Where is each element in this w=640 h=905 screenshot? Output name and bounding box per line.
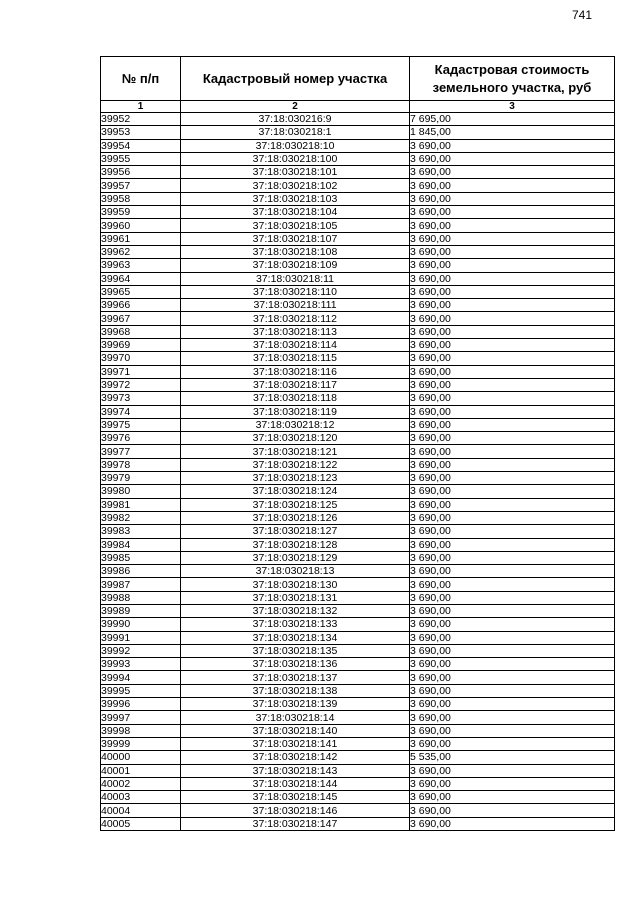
row-number: 40005 — [101, 817, 181, 830]
cadastral-value: 3 690,00 — [410, 804, 615, 817]
cadastral-value: 3 690,00 — [410, 538, 615, 551]
header-cadastral-value-line1: Кадастровая стоимость — [434, 61, 590, 77]
row-number: 39954 — [101, 139, 181, 152]
cadastral-value: 3 690,00 — [410, 219, 615, 232]
cadastral-value: 3 690,00 — [410, 179, 615, 192]
cadastral-value: 3 690,00 — [410, 405, 615, 418]
table-row — [101, 126, 615, 139]
row-number: 39965 — [101, 285, 181, 298]
cadastral-number: 37:18:030218:1 — [181, 126, 410, 139]
table-row — [101, 139, 615, 152]
cadastral-value: 3 690,00 — [410, 432, 615, 445]
row-number: 39997 — [101, 711, 181, 724]
cadastral-value: 3 690,00 — [410, 644, 615, 657]
row-number: 39989 — [101, 604, 181, 617]
table-row — [101, 418, 615, 431]
row-number: 39981 — [101, 498, 181, 511]
table-body — [101, 113, 615, 831]
row-number: 39959 — [101, 206, 181, 219]
row-number: 39990 — [101, 618, 181, 631]
table-row — [101, 192, 615, 205]
row-number: 39985 — [101, 551, 181, 564]
cadastral-value: 7 695,00 — [410, 113, 615, 126]
cadastral-number: 37:18:030218:111 — [181, 299, 410, 312]
cadastral-value: 3 690,00 — [410, 698, 615, 711]
table-row — [101, 711, 615, 724]
row-number: 39952 — [101, 113, 181, 126]
row-number: 39970 — [101, 352, 181, 365]
cadastral-value: 3 690,00 — [410, 272, 615, 285]
header-cadastral-number: Кадастровый номер участка — [181, 57, 410, 101]
row-number: 39973 — [101, 392, 181, 405]
table-row — [101, 166, 615, 179]
cadastral-number: 37:18:030218:142 — [181, 751, 410, 764]
table-row — [101, 179, 615, 192]
table-row — [101, 804, 615, 817]
column-number: 1 — [101, 101, 181, 113]
table-row — [101, 724, 615, 737]
cadastral-number: 37:18:030218:143 — [181, 764, 410, 777]
cadastral-number: 37:18:030218:140 — [181, 724, 410, 737]
row-number: 39993 — [101, 658, 181, 671]
row-number: 39979 — [101, 472, 181, 485]
cadastral-value: 3 690,00 — [410, 817, 615, 830]
cadastral-number: 37:18:030218:137 — [181, 671, 410, 684]
row-number: 39956 — [101, 166, 181, 179]
cadastral-number: 37:18:030218:101 — [181, 166, 410, 179]
cadastral-value: 3 690,00 — [410, 671, 615, 684]
cadastral-number: 37:18:030218:119 — [181, 405, 410, 418]
table-row — [101, 432, 615, 445]
cadastral-value: 3 690,00 — [410, 192, 615, 205]
row-number: 39978 — [101, 458, 181, 471]
table-row — [101, 565, 615, 578]
cadastral-value: 3 690,00 — [410, 604, 615, 617]
row-number: 39974 — [101, 405, 181, 418]
row-number: 39986 — [101, 565, 181, 578]
cadastral-value: 3 690,00 — [410, 511, 615, 524]
row-number: 39967 — [101, 312, 181, 325]
header-row — [101, 57, 615, 101]
cadastral-number: 37:18:030218:103 — [181, 192, 410, 205]
cadastral-value: 3 690,00 — [410, 325, 615, 338]
row-number: 39977 — [101, 445, 181, 458]
cadastral-number: 37:18:030218:141 — [181, 737, 410, 750]
cadastral-value: 3 690,00 — [410, 737, 615, 750]
row-number: 39988 — [101, 591, 181, 604]
table-row — [101, 365, 615, 378]
row-number: 39999 — [101, 737, 181, 750]
row-number: 39969 — [101, 339, 181, 352]
cadastral-value: 3 690,00 — [410, 139, 615, 152]
cadastral-value: 3 690,00 — [410, 365, 615, 378]
table-row — [101, 644, 615, 657]
cadastral-value-table — [100, 56, 615, 831]
page-number: 741 — [572, 8, 593, 22]
table-row — [101, 232, 615, 245]
cadastral-value: 3 690,00 — [410, 498, 615, 511]
cadastral-value: 3 690,00 — [410, 418, 615, 431]
cadastral-value: 3 690,00 — [410, 791, 615, 804]
cadastral-number: 37:18:030218:117 — [181, 378, 410, 391]
table-row — [101, 339, 615, 352]
cadastral-number: 37:18:030218:116 — [181, 365, 410, 378]
table-row — [101, 698, 615, 711]
cadastral-value: 3 690,00 — [410, 658, 615, 671]
cadastral-number: 37:18:030218:13 — [181, 565, 410, 578]
cadastral-value: 3 690,00 — [410, 285, 615, 298]
table-row — [101, 511, 615, 524]
cadastral-number: 37:18:030218:136 — [181, 658, 410, 671]
cadastral-number: 37:18:030218:121 — [181, 445, 410, 458]
row-number: 39953 — [101, 126, 181, 139]
table-row — [101, 751, 615, 764]
cadastral-value: 3 690,00 — [410, 352, 615, 365]
cadastral-value: 3 690,00 — [410, 206, 615, 219]
cadastral-number: 37:18:030218:147 — [181, 817, 410, 830]
table-row — [101, 631, 615, 644]
cadastral-number: 37:18:030218:133 — [181, 618, 410, 631]
table-row — [101, 737, 615, 750]
row-number: 39980 — [101, 485, 181, 498]
cadastral-number: 37:18:030218:12 — [181, 418, 410, 431]
row-number: 39961 — [101, 232, 181, 245]
cadastral-number: 37:18:030218:104 — [181, 206, 410, 219]
cadastral-value: 3 690,00 — [410, 458, 615, 471]
row-number: 39996 — [101, 698, 181, 711]
cadastral-value: 3 690,00 — [410, 166, 615, 179]
cadastral-number: 37:18:030218:114 — [181, 339, 410, 352]
cadastral-number: 37:18:030218:100 — [181, 152, 410, 165]
cadastral-number: 37:18:030218:113 — [181, 325, 410, 338]
cadastral-value: 3 690,00 — [410, 339, 615, 352]
row-number: 39971 — [101, 365, 181, 378]
table-row — [101, 591, 615, 604]
table-row — [101, 352, 615, 365]
cadastral-value: 3 690,00 — [410, 711, 615, 724]
table-row — [101, 658, 615, 671]
cadastral-value: 5 535,00 — [410, 751, 615, 764]
cadastral-number: 37:18:030218:112 — [181, 312, 410, 325]
row-number: 39984 — [101, 538, 181, 551]
column-number: 2 — [181, 101, 410, 113]
table-row — [101, 684, 615, 697]
cadastral-value: 3 690,00 — [410, 378, 615, 391]
column-number-row — [101, 101, 615, 113]
cadastral-value: 3 690,00 — [410, 618, 615, 631]
cadastral-number: 37:18:030218:134 — [181, 631, 410, 644]
row-number: 40004 — [101, 804, 181, 817]
row-number: 39983 — [101, 525, 181, 538]
header-num: № п/п — [101, 57, 181, 101]
table-row — [101, 578, 615, 591]
cadastral-number: 37:18:030218:139 — [181, 698, 410, 711]
cadastral-number: 37:18:030218:131 — [181, 591, 410, 604]
table-row — [101, 618, 615, 631]
table-row — [101, 245, 615, 258]
cadastral-number: 37:18:030218:138 — [181, 684, 410, 697]
cadastral-number: 37:18:030218:123 — [181, 472, 410, 485]
table-row — [101, 472, 615, 485]
row-number: 40002 — [101, 777, 181, 790]
table-row — [101, 604, 615, 617]
cadastral-value: 3 690,00 — [410, 299, 615, 312]
table-row — [101, 299, 615, 312]
cadastral-number: 37:18:030218:115 — [181, 352, 410, 365]
row-number: 39992 — [101, 644, 181, 657]
table-row — [101, 817, 615, 830]
cadastral-value: 3 690,00 — [410, 684, 615, 697]
cadastral-number: 37:18:030218:124 — [181, 485, 410, 498]
row-number: 39958 — [101, 192, 181, 205]
table-row — [101, 538, 615, 551]
table-row — [101, 525, 615, 538]
row-number: 39998 — [101, 724, 181, 737]
row-number: 39982 — [101, 511, 181, 524]
cadastral-number: 37:18:030218:109 — [181, 259, 410, 272]
row-number: 39955 — [101, 152, 181, 165]
cadastral-value: 3 690,00 — [410, 591, 615, 604]
cadastral-number: 37:18:030218:120 — [181, 432, 410, 445]
cadastral-value: 3 690,00 — [410, 259, 615, 272]
cadastral-number: 37:18:030218:122 — [181, 458, 410, 471]
cadastral-value: 1 845,00 — [410, 126, 615, 139]
row-number: 39968 — [101, 325, 181, 338]
table-row — [101, 272, 615, 285]
cadastral-value: 3 690,00 — [410, 631, 615, 644]
row-number: 39987 — [101, 578, 181, 591]
cadastral-number: 37:18:030218:118 — [181, 392, 410, 405]
table-row — [101, 113, 615, 126]
cadastral-number: 37:18:030218:127 — [181, 525, 410, 538]
cadastral-number: 37:18:030218:126 — [181, 511, 410, 524]
row-number: 39966 — [101, 299, 181, 312]
row-number: 39972 — [101, 378, 181, 391]
table-row — [101, 152, 615, 165]
cadastral-number: 37:18:030218:145 — [181, 791, 410, 804]
cadastral-value: 3 690,00 — [410, 565, 615, 578]
table-row — [101, 392, 615, 405]
cadastral-value: 3 690,00 — [410, 245, 615, 258]
row-number: 39964 — [101, 272, 181, 285]
cadastral-value: 3 690,00 — [410, 472, 615, 485]
table-row — [101, 325, 615, 338]
cadastral-value: 3 690,00 — [410, 152, 615, 165]
row-number: 39963 — [101, 259, 181, 272]
cadastral-number: 37:18:030218:125 — [181, 498, 410, 511]
cadastral-number: 37:18:030218:144 — [181, 777, 410, 790]
cadastral-number: 37:18:030218:11 — [181, 272, 410, 285]
table-row — [101, 458, 615, 471]
cadastral-value: 3 690,00 — [410, 551, 615, 564]
table-row — [101, 259, 615, 272]
cadastral-number: 37:18:030218:10 — [181, 139, 410, 152]
cadastral-number: 37:18:030218:102 — [181, 179, 410, 192]
cadastral-number: 37:18:030218:108 — [181, 245, 410, 258]
table-row — [101, 206, 615, 219]
cadastral-value: 3 690,00 — [410, 525, 615, 538]
row-number: 40001 — [101, 764, 181, 777]
row-number: 39994 — [101, 671, 181, 684]
column-number: 3 — [410, 101, 615, 113]
header-cadastral-value — [410, 57, 615, 101]
cadastral-number: 37:18:030218:128 — [181, 538, 410, 551]
header-cadastral-value-line2: земельного участка, руб — [432, 79, 592, 95]
table-row — [101, 764, 615, 777]
cadastral-value: 3 690,00 — [410, 392, 615, 405]
cadastral-number: 37:18:030218:105 — [181, 219, 410, 232]
cadastral-value: 3 690,00 — [410, 445, 615, 458]
cadastral-value: 3 690,00 — [410, 232, 615, 245]
table-row — [101, 671, 615, 684]
cadastral-number: 37:18:030218:14 — [181, 711, 410, 724]
table-row — [101, 777, 615, 790]
row-number: 39960 — [101, 219, 181, 232]
table-row — [101, 485, 615, 498]
table-row — [101, 378, 615, 391]
table-row — [101, 791, 615, 804]
table-row — [101, 285, 615, 298]
cadastral-value: 3 690,00 — [410, 578, 615, 591]
cadastral-number: 37:18:030218:110 — [181, 285, 410, 298]
cadastral-number: 37:18:030216:9 — [181, 113, 410, 126]
row-number: 39991 — [101, 631, 181, 644]
cadastral-value: 3 690,00 — [410, 312, 615, 325]
cadastral-value: 3 690,00 — [410, 764, 615, 777]
table-row — [101, 219, 615, 232]
table-row — [101, 445, 615, 458]
row-number: 39976 — [101, 432, 181, 445]
table-row — [101, 551, 615, 564]
cadastral-value: 3 690,00 — [410, 777, 615, 790]
cadastral-number: 37:18:030218:107 — [181, 232, 410, 245]
cadastral-number: 37:18:030218:129 — [181, 551, 410, 564]
row-number: 39957 — [101, 179, 181, 192]
row-number: 39995 — [101, 684, 181, 697]
cadastral-value: 3 690,00 — [410, 485, 615, 498]
row-number: 39975 — [101, 418, 181, 431]
cadastral-value: 3 690,00 — [410, 724, 615, 737]
row-number: 39962 — [101, 245, 181, 258]
cadastral-number: 37:18:030218:146 — [181, 804, 410, 817]
table-row — [101, 498, 615, 511]
row-number: 40000 — [101, 751, 181, 764]
row-number: 40003 — [101, 791, 181, 804]
cadastral-number: 37:18:030218:132 — [181, 604, 410, 617]
table-row — [101, 312, 615, 325]
cadastral-number: 37:18:030218:135 — [181, 644, 410, 657]
cadastral-number: 37:18:030218:130 — [181, 578, 410, 591]
table-row — [101, 405, 615, 418]
